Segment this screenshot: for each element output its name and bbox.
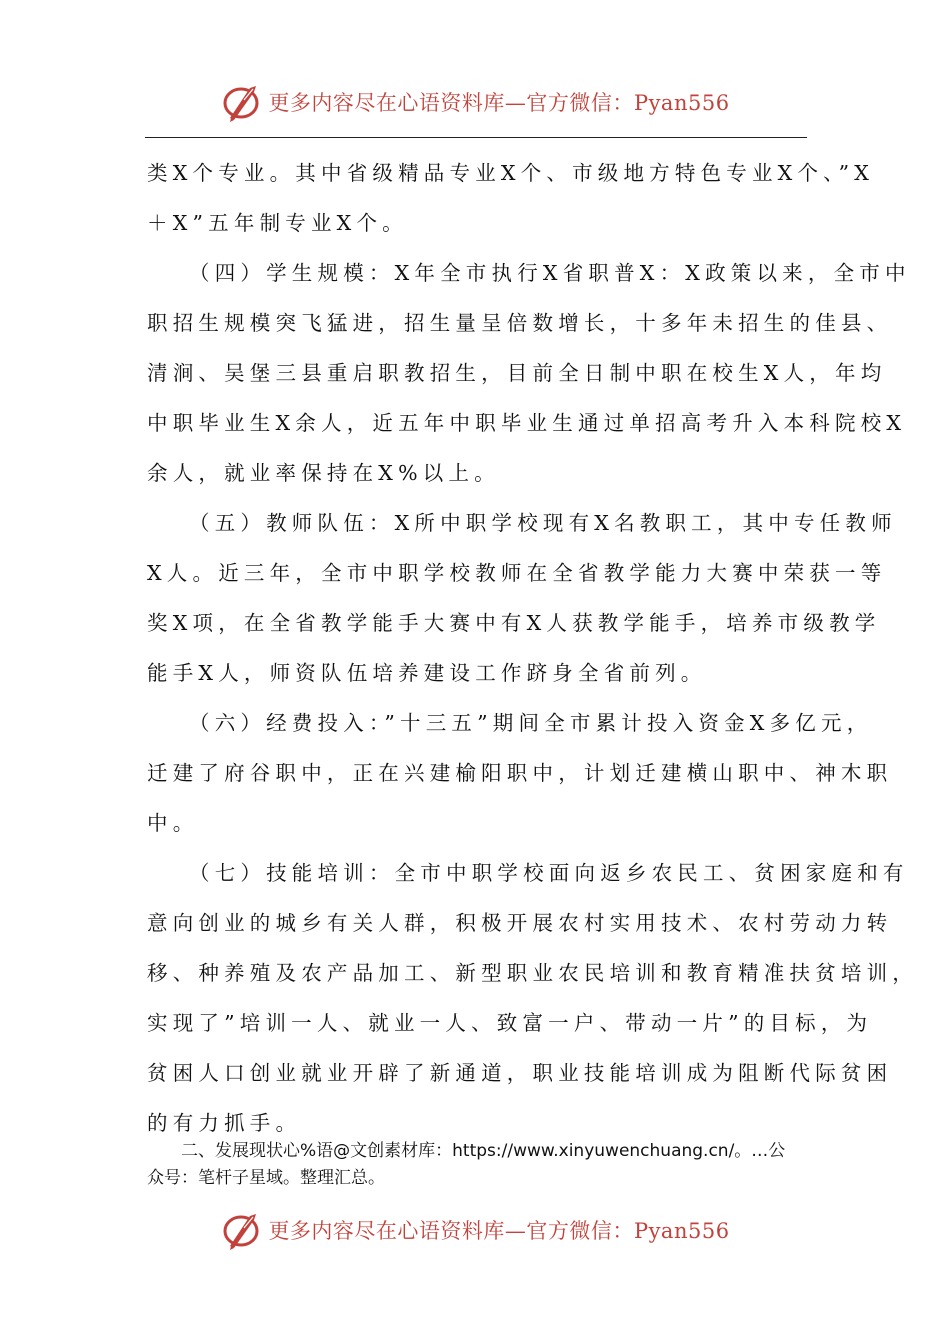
footer-banner-text: 更多内容尽在心语资料库—官方微信：Pyan556 [268, 1219, 730, 1243]
quill-pen-logo-icon [220, 1208, 264, 1252]
text-line: 意向创业的城乡有关人群，积极开展农村实用技术、农村劳动力转 [147, 911, 893, 935]
text-line: 中。 [147, 811, 199, 835]
text-line: 实现了”培训一人、就业一人、致富一户、带动一片”的目标，为 [147, 1011, 873, 1035]
text-line: 贫困人口创业就业开辟了新通道，职业技能培训成为阻断代际贫困 [147, 1061, 893, 1085]
text-line: 移、种养殖及农产品加工、新型职业农民培训和教育精准扶贫培训， [147, 961, 918, 985]
quill-pen-logo-icon [220, 80, 264, 124]
text-line: 中职毕业生X余人，近五年中职毕业生通过单招高考升入本科院校X [147, 411, 907, 435]
footnote-line-2: 众号：笔杆子星域。整理汇总。 [147, 1168, 385, 1188]
text-line: 的有力抓手。 [147, 1111, 302, 1135]
text-line: 职招生规模突飞猛进，招生量呈倍数增长，十多年未招生的佳县、 [147, 311, 893, 335]
text-line: X人。近三年，全市中职学校教师在全省教学能力大赛中荣获一等 [147, 561, 887, 585]
document-body [147, 148, 918, 1148]
text-line: ＋X”五年制专业X个。 [147, 211, 408, 235]
text-line: 类X个专业。其中省级精品专业X个、市级地方特色专业X个、”X [147, 161, 875, 185]
header-wechat-id: Pyan556 [633, 91, 730, 115]
footnote [147, 1138, 815, 1192]
text-line: （六）经费投入：”十三五”期间全市累计投入资金X多亿元， [189, 711, 873, 735]
text-line: 迁建了府谷职中，正在兴建榆阳职中，计划迁建横山职中、神木职 [147, 761, 893, 785]
text-line: 余人，就业率保持在X%以上。 [147, 461, 500, 485]
footer-wechat-id: Pyan556 [633, 1219, 730, 1243]
text-line: （五）教师队伍：X所中职学校现有X名教职工，其中专任教师 [189, 511, 897, 535]
header-divider [145, 137, 807, 138]
text-line: 清涧、吴堡三县重启职教招生，目前全日制中职在校生X人，年均 [147, 361, 887, 385]
footer-banner [0, 1206, 950, 1254]
footnote-line-1: 二、发展现状心%语@文创素材库：https://www.xinyuwenchuang.cn/。…公 [181, 1141, 786, 1161]
text-line: （四）学生规模：X年全市执行X省职普X：X政策以来，全市中 [189, 261, 911, 285]
text-line: 奖X项，在全省教学能手大赛中有X人获教学能手，培养市级教学 [147, 611, 881, 635]
header-banner [0, 78, 950, 126]
header-banner-text: 更多内容尽在心语资料库—官方微信：Pyan556 [268, 91, 730, 115]
text-line: （七）技能培训：全市中职学校面向返乡农民工、贫困家庭和有 [189, 861, 909, 885]
text-line: 能手X人，师资队伍培养建设工作跻身全省前列。 [147, 661, 707, 685]
